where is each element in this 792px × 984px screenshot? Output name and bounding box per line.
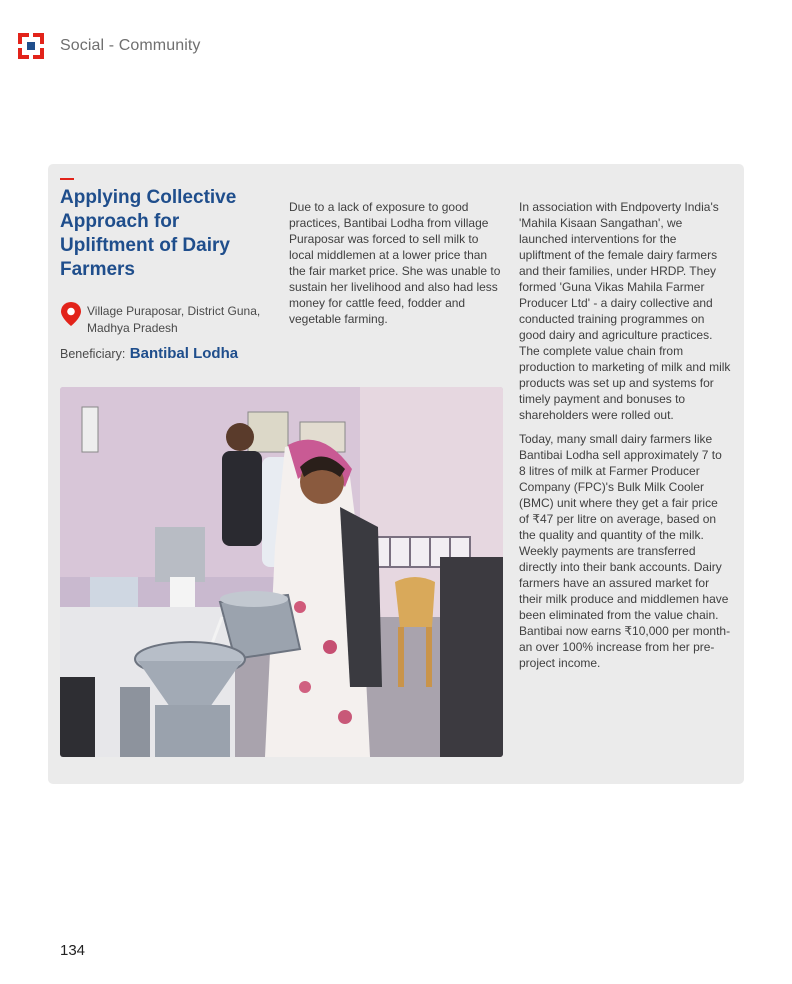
paragraph-problem: Due to a lack of exposure to good practices, Bantibai Lodha from village Puraposar was forced to sell milk to local middlemen at a lower price than the fair market price. She was unable to sustain her livelihood and also had less money for cattle feed, fodder and vegetable farming. [289, 200, 501, 326]
beneficiary-name: Bantibal Lodha [129, 345, 239, 362]
page-number: 134 [60, 942, 86, 959]
dairy-photo [60, 387, 503, 757]
location-text: Village Puraposar, District Guna, Madhya Pradesh [87, 304, 261, 335]
text-column-right [519, 199, 731, 679]
paragraph-outcome: Today, many small dairy farmers like Bantibai Lodha sell approximately 7 to 8 litres of milk at Farmer Producer Company (FPC)'s Bulk Milk Cooler (BMC) unit where they get a fair price of ₹47 per litre on average, based on the quality and quantity of the milk. Weekly payments are transferred directly into their bank accounts. Dairy farmers have an assured market for their milk produce and middlemen have been eliminated from the value chain. Bantibai now earns ₹10,000 per month- an over 100% increase from her pre-project income. [519, 432, 731, 670]
section-title: Social - Community [60, 37, 201, 54]
paragraph-intervention: In association with Endpoverty India's 'Mahila Kisaan Sangathan', we launched interventions for the upliftment of the female dairy farmers and their families, under HRDP. They formed 'Guna Vikas Mahila Farmer Producer Ltd' - a dairy collective and conducted training programmes on good dairy and agriculture practices. The complete value chain from production to marketing of milk and milk products was set up and systems for timely payment and bonuses to shareholders were rolled out. [519, 200, 731, 422]
bank-logo-icon [18, 33, 44, 59]
beneficiary-line [60, 345, 238, 363]
accent-dash [60, 178, 74, 180]
location-pin-icon [60, 301, 82, 327]
beneficiary-label: Beneficiary: [60, 347, 126, 361]
text-column-middle [289, 199, 501, 335]
story-headline: Applying Collective Approach for Upliftment of Dairy Farmers [60, 187, 237, 280]
